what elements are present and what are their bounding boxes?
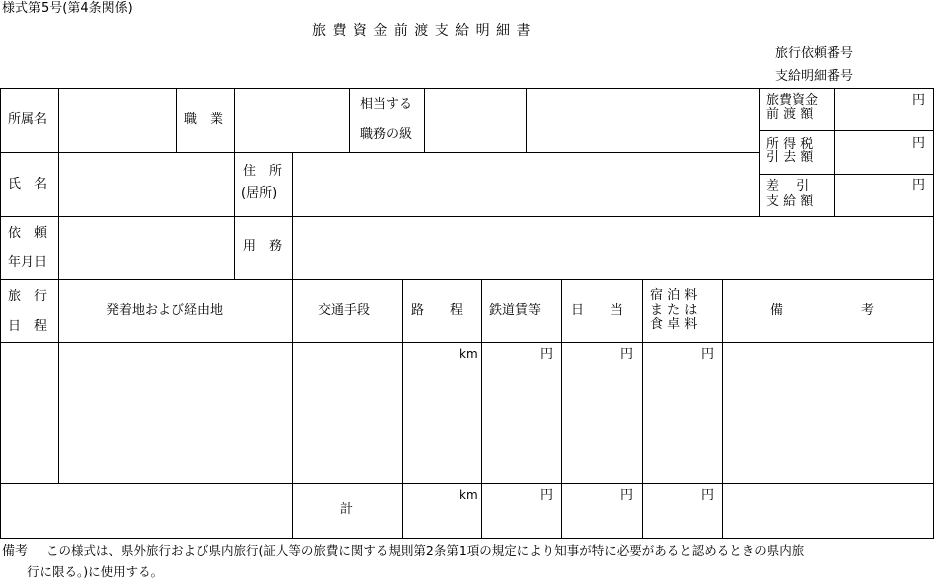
col-divider (234, 88, 235, 152)
equivalent-grade-label-1: 相当する (360, 97, 413, 112)
summary-divider (759, 174, 934, 175)
col-divider (292, 152, 293, 216)
lodging-label-2: ま た は (650, 303, 698, 318)
col-divider (424, 88, 425, 152)
schedule-label-1: 旅 行 (8, 289, 48, 304)
name-label: 氏 名 (8, 177, 48, 192)
yen-unit: 円 (540, 347, 554, 362)
summary-divider (759, 130, 934, 131)
lodging-label-1: 宿 泊 料 (650, 288, 698, 303)
col-divider (402, 279, 403, 539)
request-date-label-2: 年月日 (8, 255, 48, 270)
yen-unit: 円 (912, 136, 926, 151)
note-text-2: 行に限る。)に使用する。 (27, 564, 164, 579)
form-number: 様式第5号(第4条関係) (2, 1, 133, 16)
schedule-label-2: 日 程 (8, 319, 48, 334)
total-label: 計 (340, 502, 354, 517)
request-date-label-1: 依 頼 (8, 226, 48, 241)
yen-unit: 円 (540, 488, 554, 503)
row-divider (0, 342, 934, 343)
daily-allowance-label: 日 当 (571, 303, 624, 318)
yen-unit: 円 (912, 93, 926, 108)
address-label-2: (居所) (241, 186, 278, 201)
withholding-label-1: 所 得 税 (766, 137, 814, 152)
row-divider (0, 483, 934, 484)
row-divider (0, 152, 759, 153)
payment-detail-number-label: 支給明細番号 (775, 69, 854, 84)
col-divider (58, 152, 59, 216)
route-label: 発着地および経由地 (106, 303, 224, 318)
note-label: 備考 (2, 544, 29, 559)
withholding-label-2: 引 去 額 (766, 150, 814, 165)
transport-label: 交通手段 (318, 303, 371, 318)
yen-unit: 円 (620, 488, 634, 503)
yen-unit: 円 (912, 178, 926, 193)
col-divider (759, 88, 760, 216)
page-title: 旅 費 資 金 前 渡 支 給 明 細 書 (312, 23, 532, 39)
advance-amount-label-2: 前 渡 額 (766, 107, 814, 122)
row-divider (0, 279, 934, 280)
col-divider (642, 279, 643, 539)
purpose-label: 用 務 (243, 239, 283, 254)
col-divider (292, 279, 293, 539)
km-unit: km (459, 347, 478, 361)
km-unit: km (459, 488, 478, 502)
net-payment-label-1: 差 引 (766, 179, 810, 194)
travel-request-number-label: 旅行依頼番号 (775, 46, 854, 61)
yen-unit: 円 (620, 347, 634, 362)
col-divider (561, 279, 562, 539)
advance-amount-label-1: 旅費資金 (766, 93, 819, 108)
affiliation-label: 所属名 (8, 112, 48, 127)
col-divider (834, 88, 835, 216)
yen-unit: 円 (701, 488, 715, 503)
distance-label: 路 程 (411, 303, 464, 318)
col-divider (349, 88, 350, 152)
position-label: 職 業 (184, 112, 224, 127)
yen-unit: 円 (701, 347, 715, 362)
remarks-label: 備 考 (770, 303, 875, 318)
row-divider (0, 216, 934, 217)
col-divider (176, 88, 177, 152)
net-payment-label-2: 支 給 額 (766, 194, 814, 209)
col-divider (234, 152, 235, 216)
equivalent-grade-label-2: 職務の級 (360, 127, 413, 142)
col-divider (58, 216, 59, 279)
col-divider (234, 216, 235, 279)
note-text-1: この様式は、県外旅行および県内旅行(証人等の旅費に関する規則第2条第1項の規定により知事が特に必要があると認めるときの県内旅 (46, 543, 805, 558)
col-divider (526, 88, 527, 152)
col-divider (722, 279, 723, 539)
col-divider (481, 279, 482, 539)
address-label-1: 住 所 (243, 164, 283, 179)
col-divider (58, 88, 59, 152)
fare-label: 鉄道賃等 (489, 303, 542, 318)
col-divider (58, 279, 59, 483)
lodging-label-3: 食 卓 料 (650, 317, 698, 332)
col-divider (292, 216, 293, 279)
